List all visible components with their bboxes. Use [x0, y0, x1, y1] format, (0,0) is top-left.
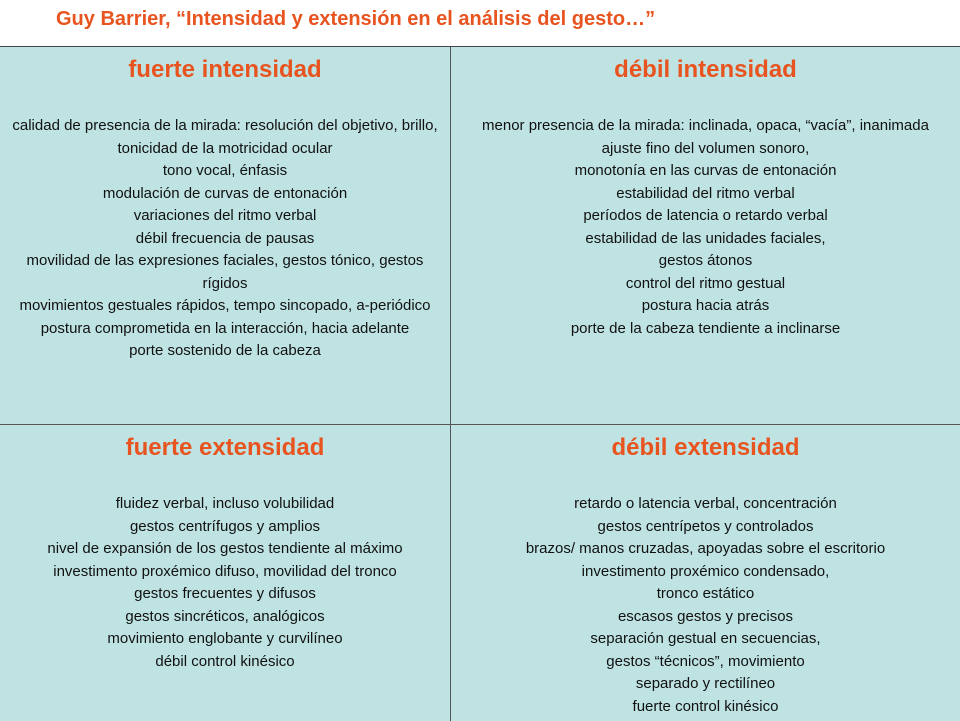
cell-line: débil control kinésico — [155, 652, 295, 670]
cell-heading: fuerte intensidad — [128, 56, 322, 83]
cell-line: variaciones del ritmo verbal — [133, 207, 317, 224]
cell-strong-extensity — [0, 425, 450, 673]
cell-line: tronco estático — [656, 585, 755, 602]
cell-line: gestos centrífugos y amplios — [129, 517, 321, 535]
comparison-table — [0, 46, 960, 721]
cell-line: postura hacia atrás — [641, 297, 770, 314]
cell-line: porte sostenido de la cabeza — [129, 342, 321, 359]
cell-line: investimento proxémico condensado, — [581, 562, 830, 580]
cell-line: movimiento englobante y curvilíneo — [107, 630, 343, 647]
cell-line: gestos átonos — [658, 252, 753, 269]
cell-line: investimento proxémico difuso, movilidad del tronco — [53, 562, 397, 580]
cell-line: calidad de presencia de la mirada: resolución del objetivo, brillo, tonicidad de la motricidad ocular — [12, 117, 438, 157]
cell-line: ajuste fino del volumen sonoro, — [601, 139, 810, 157]
cell-heading: débil extensidad — [611, 434, 800, 461]
cell-heading: fuerte extensidad — [125, 434, 325, 461]
cell-text-list — [4, 493, 446, 673]
cell-line: estabilidad de las unidades faciales, — [585, 229, 826, 247]
cell-line: gestos frecuentes y difusos — [134, 585, 316, 602]
cell-text-list — [4, 115, 446, 363]
cell-line: retardo o latencia verbal, concentración — [574, 495, 837, 512]
cell-line: débil frecuencia de pausas — [135, 229, 315, 247]
cell-line: gestos centrípetos y controlados — [597, 517, 814, 535]
cell-heading: débil intensidad — [614, 56, 797, 83]
cell-line: separado y rectilíneo — [635, 675, 776, 692]
cell-line: gestos “técnicos”, movimiento — [606, 652, 805, 670]
cell-line: control del ritmo gestual — [625, 274, 786, 292]
cell-line: postura comprometida en la interacción, hacia adelante — [40, 319, 410, 337]
cell-line: monotonía en las curvas de entonación — [574, 162, 837, 179]
cell-text-list — [455, 493, 956, 718]
cell-line: fluidez verbal, incluso volubilidad — [115, 495, 335, 512]
slide-title: Guy Barrier, “Intensidad y extensión en el análisis del gesto…” — [56, 8, 656, 30]
cell-line: fuerte control kinésico — [632, 697, 779, 715]
cell-line: modulación de curvas de entonación — [102, 184, 348, 202]
cell-line: nivel de expansión de los gestos tendiente al máximo — [47, 540, 403, 557]
cell-weak-extensity — [451, 425, 960, 718]
cell-strong-intensity — [0, 47, 450, 363]
cell-line: movimientos gestuales rápidos, tempo sincopado, a-periódico — [19, 297, 431, 314]
cell-text-list — [455, 115, 956, 340]
cell-line: gestos sincréticos, analógicos — [125, 607, 325, 625]
cell-line: menor presencia de la mirada: inclinada, opaca, “vacía”, inanimada — [482, 117, 929, 134]
cell-weak-intensity — [451, 47, 960, 340]
cell-line: períodos de latencia o retardo verbal — [583, 207, 828, 224]
cell-line: porte de la cabeza tendiente a inclinarse — [570, 319, 841, 337]
cell-line: estabilidad del ritmo verbal — [616, 184, 795, 202]
cell-line: escasos gestos y precisos — [617, 607, 794, 625]
cell-line: tono vocal, énfasis — [162, 162, 288, 179]
cell-line: separación gestual en secuencias, — [590, 630, 821, 647]
cell-line: movilidad de las expresiones faciales, gestos tónico, gestos rígidos — [26, 252, 424, 292]
cell-line: brazos/ manos cruzadas, apoyadas sobre el escritorio — [525, 540, 886, 557]
